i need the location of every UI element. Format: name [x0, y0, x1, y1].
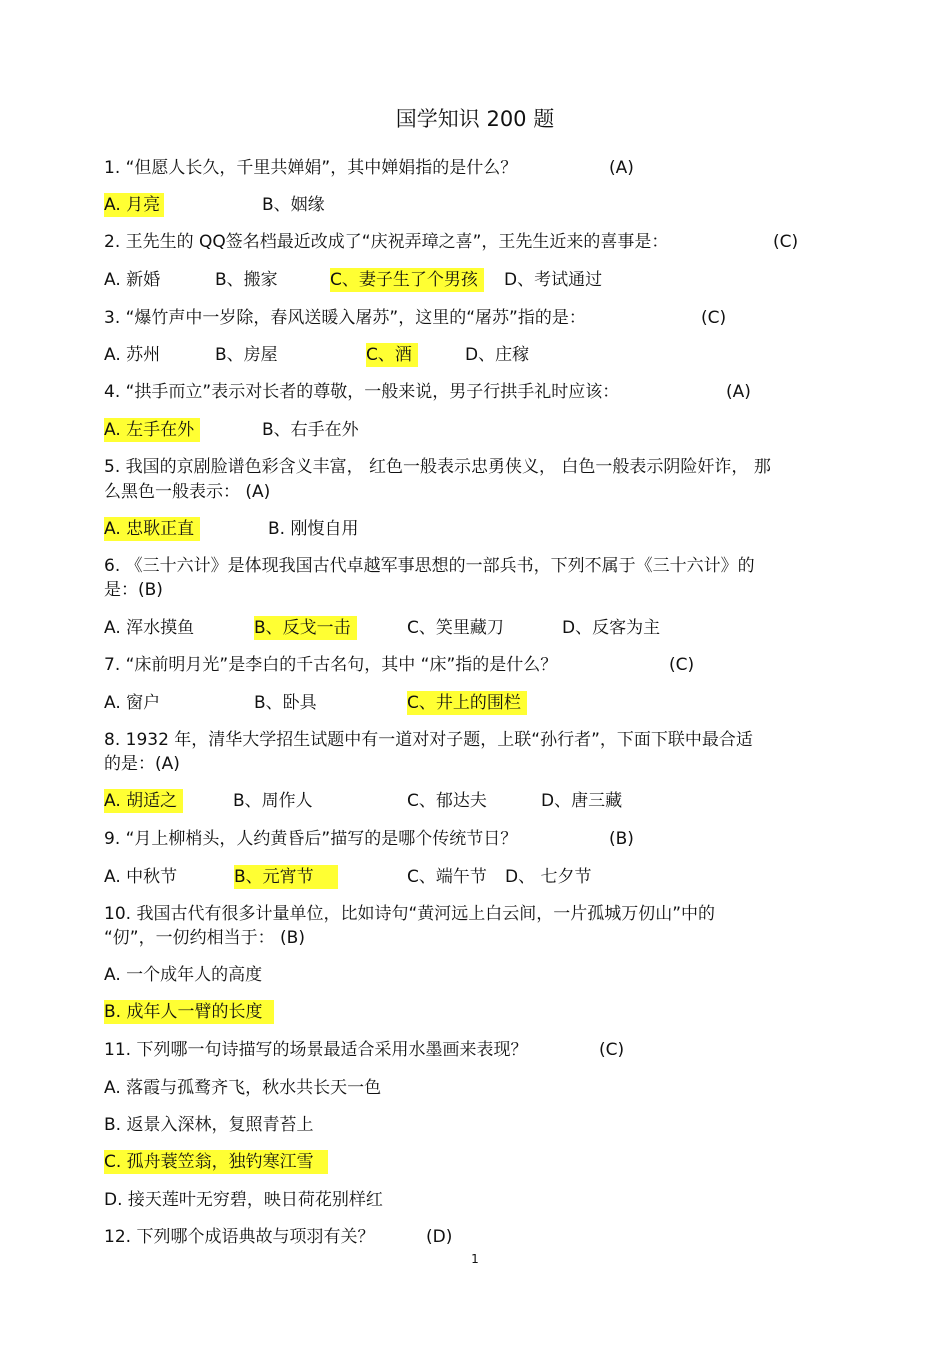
option: D、 七夕节 — [505, 867, 592, 887]
option-correct: A. 忠耿正直 — [104, 517, 200, 541]
option: D、庄稼 — [465, 345, 530, 365]
option-correct: A. 胡适之 — [104, 789, 183, 813]
answer-key: (C) — [669, 655, 695, 675]
answer-key: (C) — [701, 308, 727, 328]
option: B. 刚愎自用 — [268, 519, 359, 539]
answer-key: (D) — [426, 1227, 453, 1247]
option: A. 一个成年人的高度 — [104, 965, 263, 985]
option: B、姻缘 — [262, 195, 325, 215]
option: D. 接天莲叶无穷碧，映日荷花别样红 — [104, 1190, 383, 1210]
option-correct: A. 左手在外 — [104, 418, 200, 442]
page-number: 1 — [471, 1252, 479, 1266]
option-correct: C、酒 — [366, 343, 418, 367]
answer-key: (A) — [609, 158, 634, 178]
option-correct: C. 孤舟蓑笠翁，独钓寒江雪 — [104, 1150, 328, 1174]
answer-key: (B) — [609, 829, 634, 849]
option-correct: C、妻子生了个男孩 — [330, 268, 484, 292]
option-correct: A. 月亮 — [104, 193, 164, 217]
option: B、卧具 — [254, 693, 317, 713]
option: B、房屋 — [215, 345, 278, 365]
option: A. 新婚 — [104, 270, 161, 290]
option-correct: B. 成年人一臂的长度 — [104, 1000, 274, 1024]
option: B、右手在外 — [262, 420, 359, 440]
answer-key: (C) — [599, 1040, 625, 1060]
option: B、周作人 — [233, 791, 313, 811]
answer-key: (C) — [773, 232, 799, 252]
option: A. 浑水摸鱼 — [104, 618, 195, 638]
option: A. 窗户 — [104, 693, 161, 713]
option-correct: C、井上的围栏 — [407, 691, 527, 715]
option: C、端午节 — [407, 867, 487, 887]
document-page: 国学知识 200 题 1. “但愿人长久，千里共婵娟”，其中婵娟指的是什么？ (A) A. 月亮 B、姻缘 2. 王先生的 QQ签名档最近改成了“庆祝弄璋之喜”，王先生近来的喜事是： (C) A. 新婚 B、搬家 C、妻子生了个男孩 D、考试通过 3. “爆竹声中一岁除，春风送暖入屠苏”，这里的“屠苏”指的是： (C) A. 苏州 B、房屋 C、酒 D、庄稼 4. “拱手而立”表示对长者的尊敬，一般来说，男子行拱手礼时应该： (A) A. 左手在外 B、右手在外 5. 我国的京剧脸谱色彩含义丰富， 红色一般表示忠勇侠义， 白色一般表示阴险奸诈， 那 么黑色一般表示： (A) A. 忠耿正直 B. 刚愎自用 6. 《三十六计》是体现我国古代卓越军事思想的一部兵书，下列不属于《三十六计》的 是：(B) A. 浑水摸鱼 B、反戈一击 C、笑里藏刀 D、反客为主 7. “床前明月光”是李白的千古名句，其中 “床”指的是什么？ (C) A. 窗户 B、卧具 C、井上的围栏 8. 1932 年，清华大学招生试题中有一道对对子题，上联“孙行者”，下面下联中最合适 的是：(A) A. 胡适之 B、周作人 C、郁达夫 D、唐三藏 9. “月上柳梢头，人约黄昏后”描写的是哪个传统节日？ (B) A. 中秋节 B、元宵节 C、端午节 D、 七夕节 10. 我国古代有很多计量单位，比如诗句“黄河远上白云间，一片孤城万仞山”中的 “仞”，一仞约相当于： (B) A. 一个成年人的高度 B. 成年人一臂的长度 11. 下列哪一句诗描写的场景最适合采用水墨画来表现？ (C) A. 落霞与孤鹜齐飞，秋水共长天一色 B. 返景入深林，复照青苔上 C. 孤舟蓑笠翁，独钓寒江雪 D. 接天莲叶无穷碧，映日荷花别样红 12. 下列哪个成语典故与项羽有关？ (D) 1 — [0, 0, 950, 1345]
option: A. 中秋节 — [104, 867, 178, 887]
option: A. 苏州 — [104, 345, 161, 365]
option-correct: B、元宵节 — [234, 865, 338, 889]
option: B. 返景入深林，复照青苔上 — [104, 1115, 314, 1135]
option: B、搬家 — [215, 270, 278, 290]
option-correct: B、反戈一击 — [254, 616, 357, 640]
option: C、笑里藏刀 — [407, 618, 504, 638]
option: D、考试通过 — [504, 270, 603, 290]
option: D、反客为主 — [562, 618, 661, 638]
option: A. 落霞与孤鹜齐飞，秋水共长天一色 — [104, 1078, 382, 1098]
document-title: 国学知识 200 题 — [395, 107, 555, 131]
answer-key: (A) — [726, 382, 751, 402]
option: C、郁达夫 — [407, 791, 487, 811]
option: D、唐三藏 — [541, 791, 623, 811]
